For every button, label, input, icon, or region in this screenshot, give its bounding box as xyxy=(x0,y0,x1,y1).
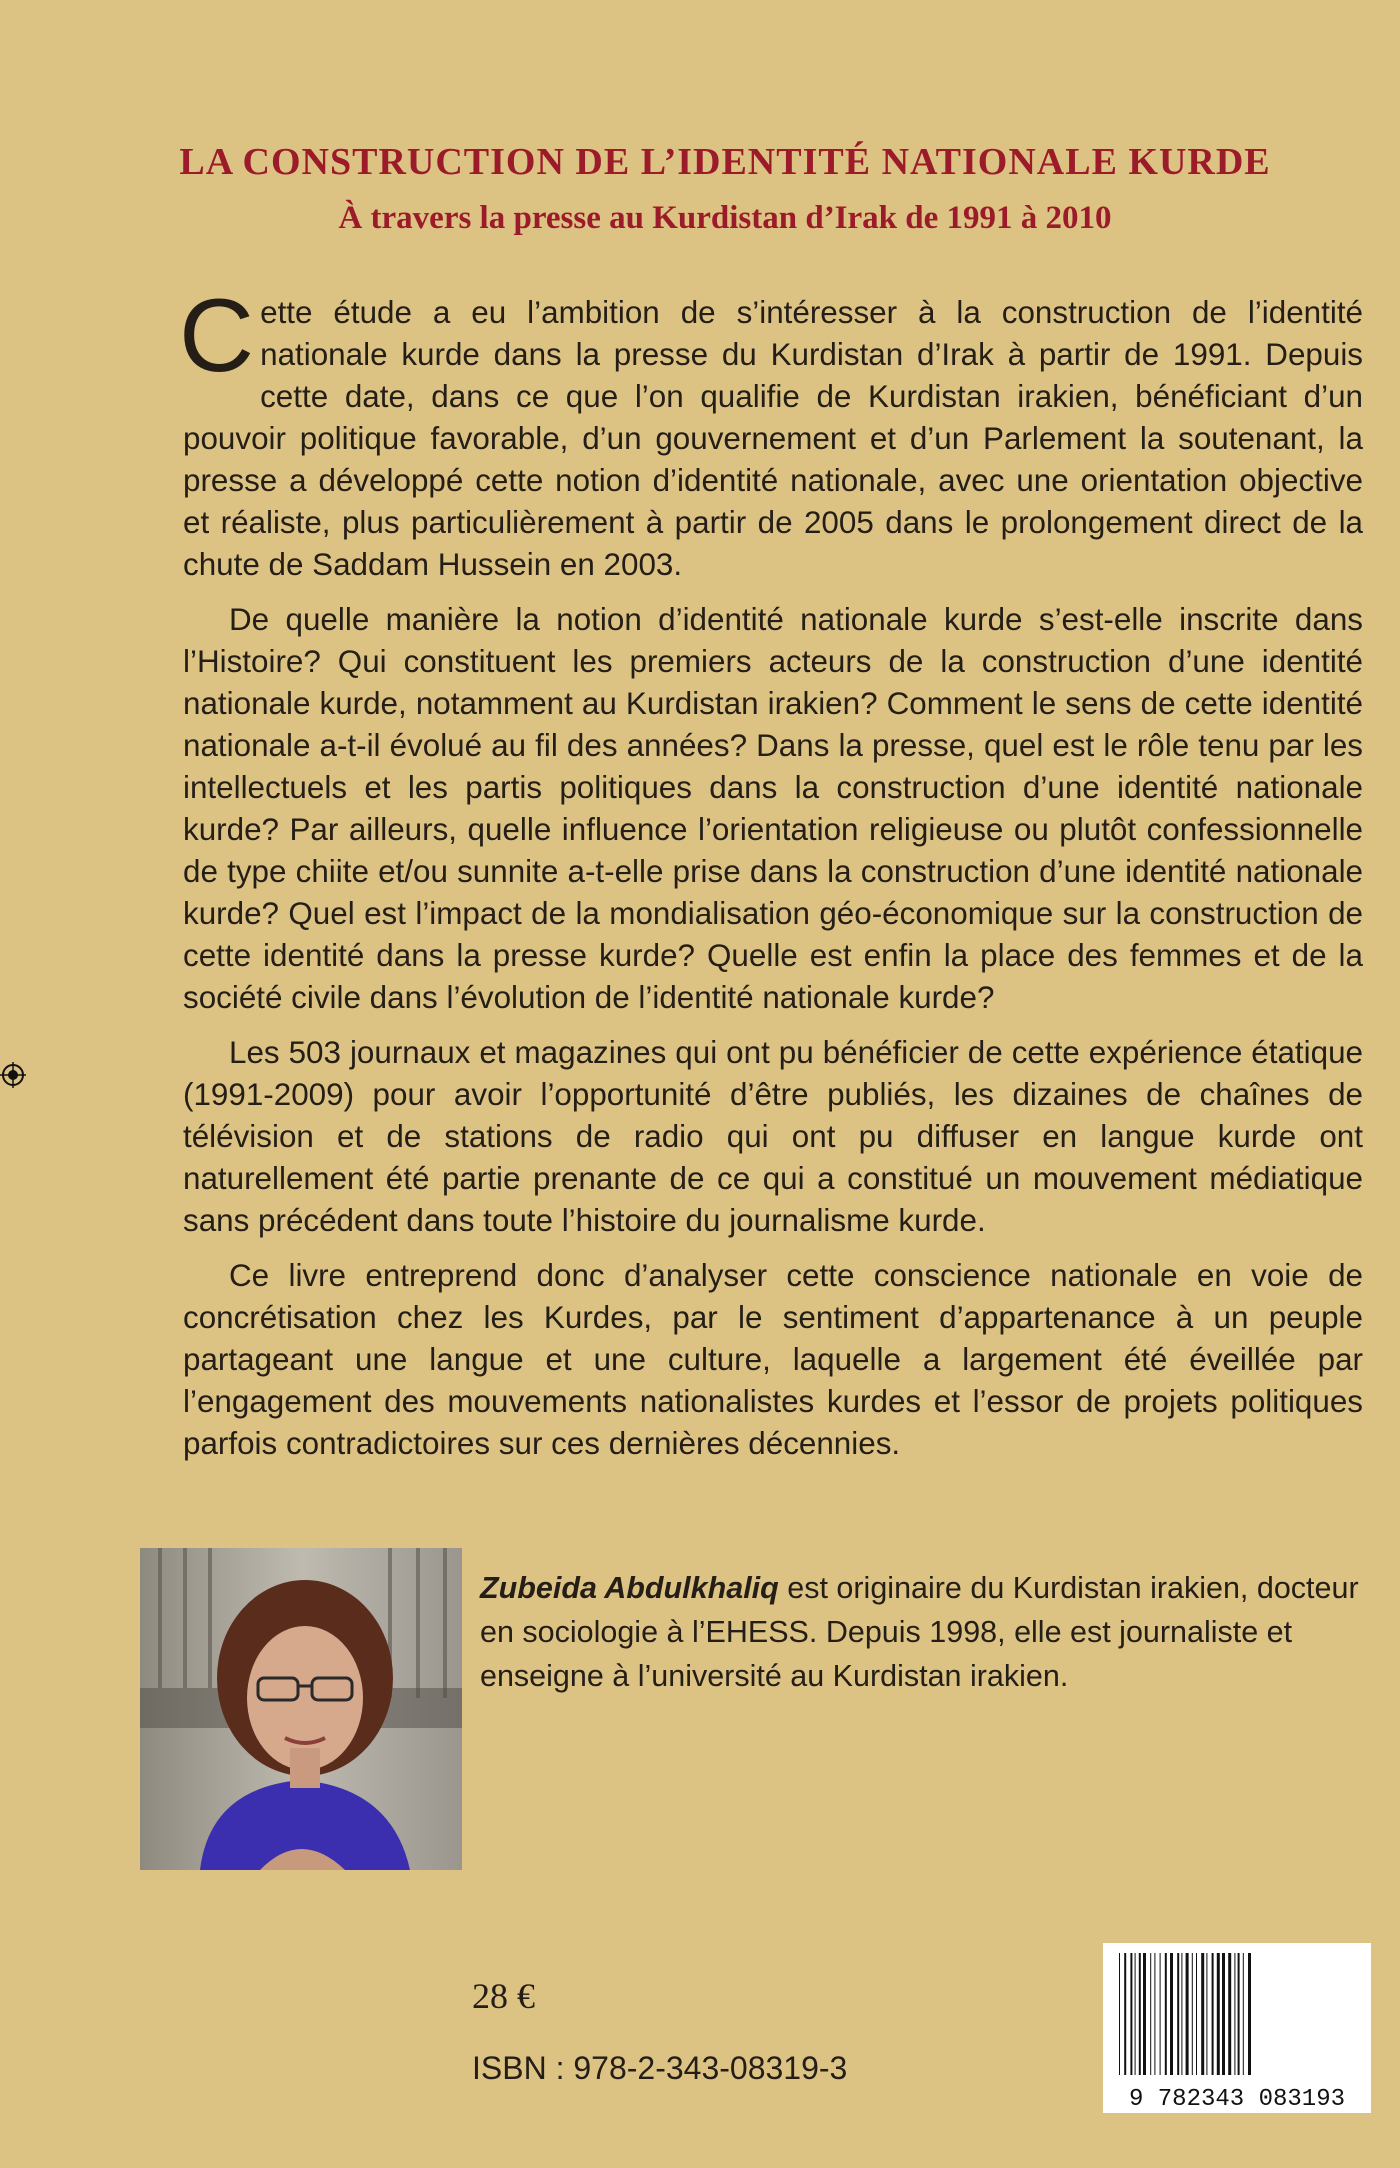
blurb-paragraph-3: Les 503 journaux et magazines qui ont pu bénéficier de cette expérience étatique (1991-2009) pour avoir l’opportunité d’être publiés, les dizaines de chaînes de télévision et de stations de radio qui ont pu diffuser en langue kurde ont naturellement été partie prenante de ce qui a constitué un mouvement médiatique sans précédent dans toute l’histoire du journalisme kurde. xyxy=(183,1035,1363,1238)
barcode-bar xyxy=(1222,1953,1225,2075)
barcode-bar xyxy=(1150,1953,1151,2075)
barcode-bar xyxy=(1139,1953,1141,2075)
blurb-paragraph-2: De quelle manière la notion d’identité nationale kurde s’est-elle inscrite dans l’Histoire? Qui constituent les premiers acteurs de la construction d’une identité nationale kurde, notamment au Kurdistan irakien? Comment le sens de cette identité nationale a-t-il évolué au fil des années? Dans la presse, quel est le rôle tenu par les intellectuels et les partis politiques dans la construction d’une identité nationale kurde? Par ailleurs, quelle influence l’orientation religieuse ou plutôt confessionnelle de type chiite et/ou sunnite a-t-elle prise dans la construction d’une identité nationale kurde? Quel est l’impact de la mondialisation géo-économique sur la construction de cette identité dans la presse kurde? Quelle est enfin la place des femmes et de la société civile dans l’évolution de l’identité nationale kurde? xyxy=(183,602,1363,1015)
book-subtitle: À travers la presse au Kurdistan d’Irak de 1991 à 2010 xyxy=(338,200,1112,236)
blurb-paragraph-1 xyxy=(179,278,1363,586)
author-bio xyxy=(480,1566,1360,1698)
barcode-number: 9 782343 083193 xyxy=(1128,2086,1346,2113)
barcode-bar xyxy=(1243,1953,1244,2075)
barcode-bar xyxy=(1248,1953,1251,2075)
barcode-bar xyxy=(1228,1953,1231,2075)
barcode-bar xyxy=(1119,1953,1120,2075)
barcode-bar xyxy=(1181,1953,1182,2075)
barcode-bar xyxy=(1154,1953,1155,2075)
drop-cap: C xyxy=(179,278,255,394)
barcode-icon xyxy=(1103,1943,1371,2113)
author-bio-text: est originaire du Kurdistan irakien, docteur en sociologie à l’EHESS. Depuis 1998, elle est journaliste et enseigne à l’université au Kurdistan irakien. xyxy=(480,1571,1359,1693)
author-portrait-image xyxy=(140,1548,462,1870)
barcode-bar xyxy=(1177,1953,1179,2075)
barcode-bar xyxy=(1192,1953,1193,2075)
barcode-bar xyxy=(1212,1953,1214,2075)
blurb-paragraph-1-text: ette étude a eu l’ambition de s’intéresser à la construction de l’identité nationale kurde dans la presse du Kurdistan d’Irak à partir de 1991. Depuis cette date, dans ce que l’on qualifie de Kurdistan irakien, bénéficiant d’un pouvoir politique favorable, d’un gouvernement et d’un Parlement la soutenant, la presse a développé cette notion d’identité nationale, avec une orientation objective et réaliste, plus particulièrement à partir de 2005 dans le prolongement direct de la chute de Saddam Hussein en 2003. xyxy=(183,295,1363,582)
barcode-bar xyxy=(1135,1953,1136,2075)
barcode-bar xyxy=(1143,1953,1146,2075)
isbn: ISBN : 978-2-343-08319-3 xyxy=(472,2050,848,2086)
blurb-paragraph-4: Ce livre entreprend donc d’analyser cette conscience nationale en voie de concrétisation chez les Kurdes, par le sentiment d’appartenance à un peuple partageant une langue et une culture, laquelle a largement été éveillée par l’engagement des mouvements nationalistes kurdes et l’essor de projets politiques parfois contradictoires sur ces dernières décennies. xyxy=(183,1258,1363,1461)
barcode-bar xyxy=(1160,1953,1161,2075)
barcode-bar xyxy=(1170,1953,1173,2075)
barcode-bar xyxy=(1206,1953,1207,2075)
barcode-bar xyxy=(1130,1953,1132,2075)
price: 28 € xyxy=(472,1976,535,2016)
barcode-bar xyxy=(1165,1953,1167,2075)
barcode-bar xyxy=(1186,1953,1189,2075)
author-photo xyxy=(140,1548,462,1870)
barcode-bar xyxy=(1124,1953,1126,2075)
barcode-bar xyxy=(1238,1953,1240,2075)
barcode xyxy=(1103,1943,1371,2113)
book-title: LA CONSTRUCTION DE L’IDENTITÉ NATIONALE KURDE xyxy=(179,141,1271,183)
barcode-bar xyxy=(1234,1953,1235,2075)
barcode-bar xyxy=(1201,1953,1204,2075)
barcode-bar xyxy=(1196,1953,1197,2075)
registration-mark-icon xyxy=(0,1062,26,1088)
author-name: Zubeida Abdulkhaliq xyxy=(480,1571,779,1605)
blurb xyxy=(179,278,1363,1478)
barcode-bar xyxy=(1217,1953,1220,2075)
